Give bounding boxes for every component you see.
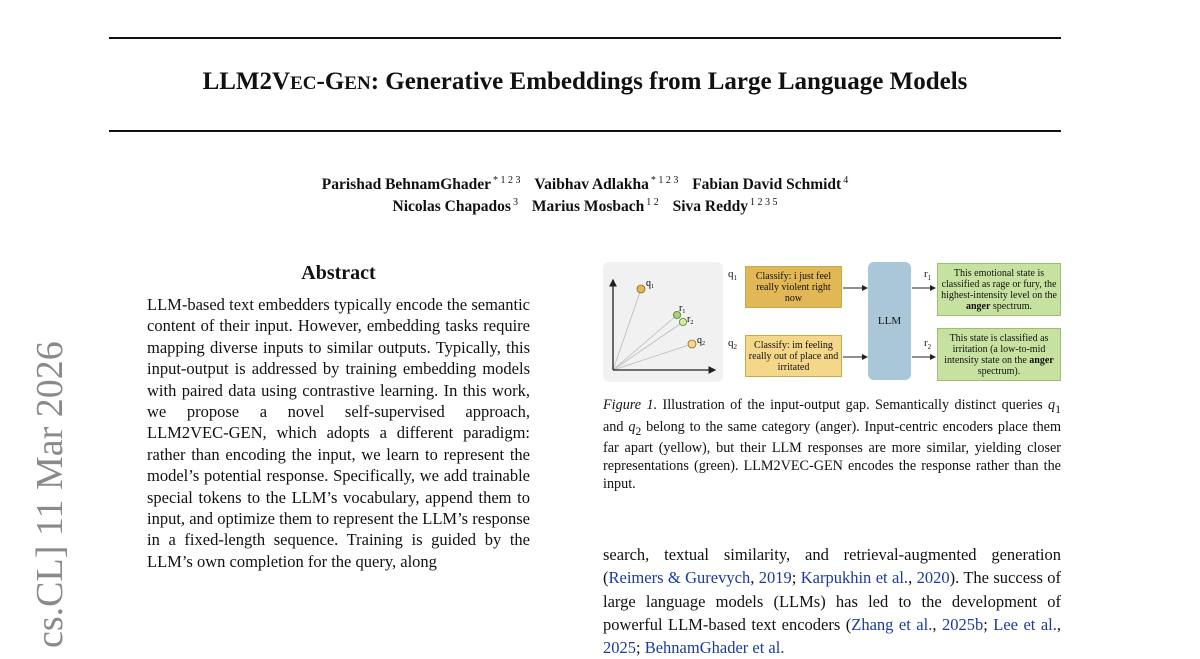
r1-flow-label: $r_1$ — [924, 268, 932, 283]
vector-line — [613, 344, 692, 370]
body-text: search, textual similarity, and retrieval-augmented generation (Reimers & Gurevych, 2019; Karpukhin et al., 2020). The success of large language models (LLMs) has led to the development of powerful LLM-based text encoders (Zhang et al., 2025b; Lee et al., 2025; BehnamGhader et al. — [603, 545, 1062, 658]
figure-caption: Figure 1. Illustration of the input-output gap. Semantically distinct queries $q_1$ and $q_2$ belong to the same category (anger). Input-centric encoders place them far apart (yellow), but their LLM responses are more similar, yielding closer representations (green). LLM2VEC-GEN encodes the response rather than the input. — [603, 397, 1061, 492]
author: Siva Reddy $^{1 2 3 5}$ — [672, 197, 778, 215]
q1-point-label: $q_1$ — [646, 278, 654, 290]
vector-line — [613, 322, 683, 370]
r2-flow-label: $r_2$ — [924, 337, 932, 352]
abstract-heading: Abstract — [301, 262, 376, 284]
author: Marius Mosbach $^{1 2}$ — [531, 197, 659, 215]
citation-link[interactable]: 2025b — [941, 614, 984, 634]
q2-flow-label: $q_2$ — [728, 337, 737, 352]
citation-link[interactable]: 2025 — [603, 638, 636, 658]
author: Parishad BehnamGhader $^{* 1 2 3}$ — [321, 175, 521, 193]
r2-point-label: $r_2$ — [687, 314, 694, 326]
q2-point — [688, 340, 696, 348]
author: Vaibhav Adlakha $^{* 1 2 3}$ — [534, 175, 679, 193]
paper-title: LLM2VEC-GEN: Generative Embeddings from Large Language Models — [202, 68, 968, 95]
author-list — [109, 174, 1061, 218]
citation-link[interactable]: Lee et al. — [993, 614, 1057, 634]
q2-query-box: Classify: im feeling really out of place and irritated — [745, 335, 842, 377]
q1-flow-label: $q_1$ — [728, 268, 737, 283]
r2-point — [679, 318, 686, 325]
arxiv-stamp: cs.CL] 11 Mar 2026 — [29, 341, 71, 648]
author: Nicolas Chapados $^3$ — [392, 197, 518, 215]
citation-link[interactable]: Zhang et al. — [851, 614, 933, 634]
top-rule — [109, 37, 1061, 39]
citation-link[interactable]: Karpukhin et al. — [800, 568, 909, 588]
citation-link[interactable]: 2019 — [758, 568, 792, 588]
q2-point-label: $q_2$ — [697, 335, 705, 347]
r2-response-box: This state is classified as irritation (a low-to-mid intensity state on the anger spectrum). — [937, 328, 1061, 381]
q1-query-box: Classify: i just feel really violent right now — [745, 266, 842, 308]
citation-link[interactable]: 2020 — [916, 568, 950, 588]
embedding-space-diagram — [603, 258, 728, 383]
title-bottom-rule — [109, 130, 1061, 132]
author-line-2 — [109, 196, 1061, 218]
author-line-1 — [109, 174, 1061, 196]
author: Fabian David Schmidt $^4$ — [692, 175, 849, 193]
citation-link[interactable]: BehnamGhader et al. — [644, 638, 785, 658]
q1-point — [637, 285, 645, 293]
llm-block: LLM — [868, 262, 911, 380]
abstract-text: LLM-based text embedders typically encode the semantic content of their input. However, embedding tasks require mapping diverse inputs to similar outputs. Typically, this input-output is addressed by training embedding models with paired data using contrastive learning. In this work, we propose a novel self-supervised approach, LLM2VEC-GEN, which adopts a different paradigm: rather than encoding the input, we learn to represent the model’s potential response. Specifically, we add trainable special tokens to the LLM’s vocabulary, append them to input, and optimize them to represent the LLM’s response in a fixed-length sequence. Training is guided by the LLM’s own completion for the query, along — [147, 295, 530, 571]
r1-response-box: This emotional state is classified as rage or fury, the highest-intensity level on the anger spectrum. — [937, 263, 1061, 316]
r1-point-label: $r_1$ — [679, 303, 686, 315]
citation-link[interactable]: Reimers & Gurevych — [608, 568, 751, 588]
